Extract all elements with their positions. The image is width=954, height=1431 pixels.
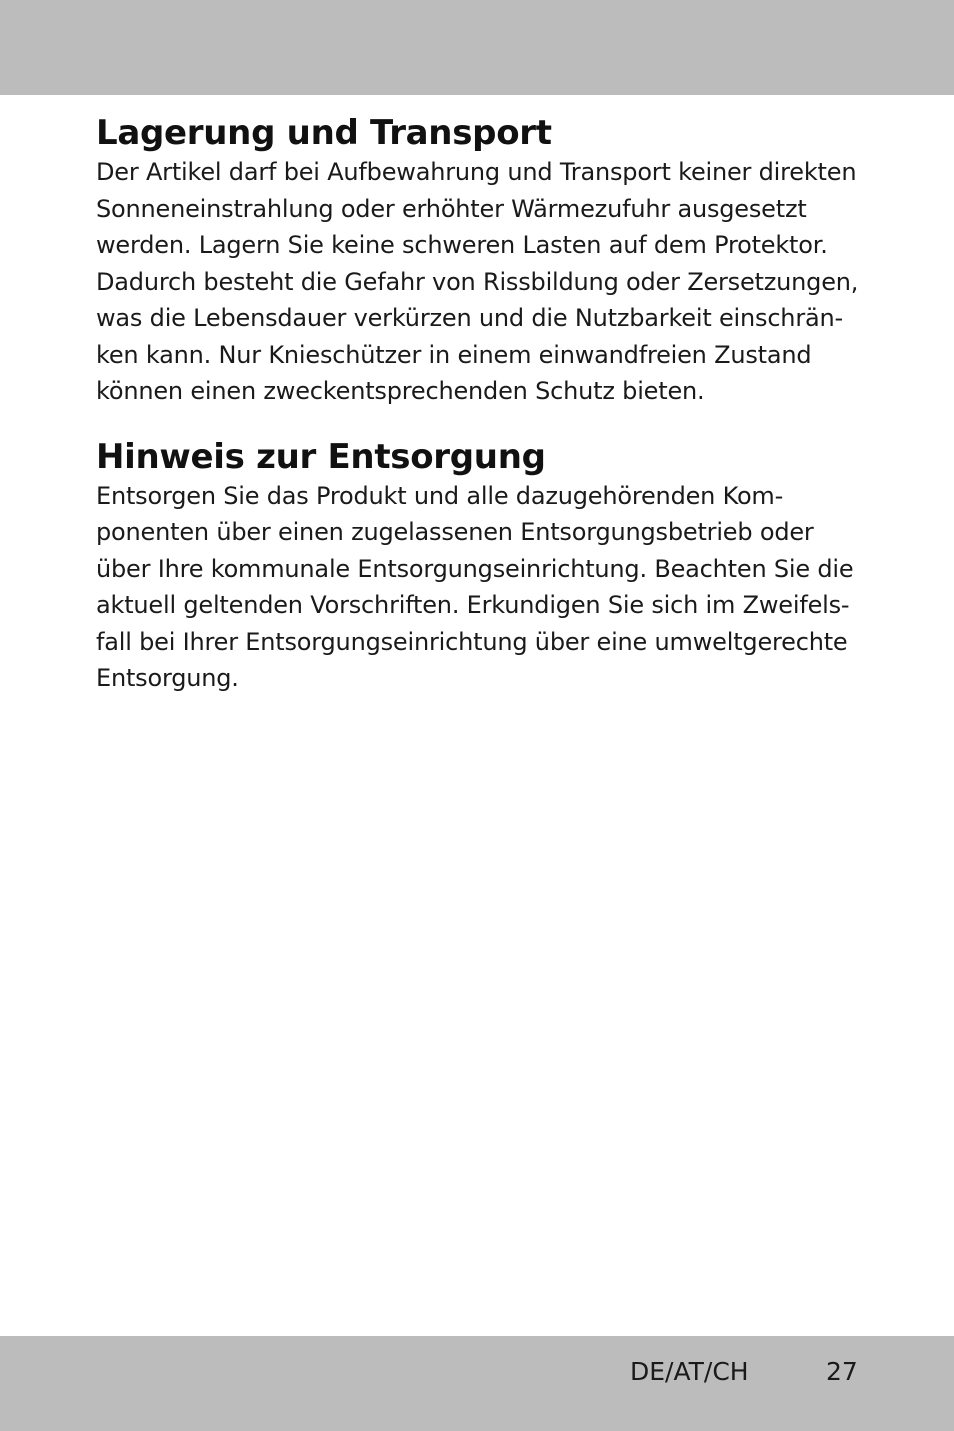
paragraph-line: aktuell geltenden Vorschriften. Erkundigen Sie sich im Zweifels- — [96, 591, 850, 619]
paragraph-line: Sonneneinstrahlung oder erhöhter Wärmezufuhr ausgesetzt — [96, 194, 807, 223]
section-heading: Hinweis zur Entsorgung — [96, 436, 546, 477]
footer-region-label: DE/AT/CH — [630, 1357, 749, 1386]
section-paragraph — [96, 478, 866, 697]
section-paragraph — [96, 154, 866, 410]
paragraph-line: werden. Lagern Sie keine schweren Lasten auf dem Protektor. — [96, 231, 828, 259]
section-disposal — [96, 436, 866, 697]
section-heading: Lagerung und Transport — [96, 113, 552, 153]
paragraph-line: ken kann. Nur Knieschützer in einem einwandfreien Zustand — [96, 340, 812, 369]
paragraph-line: Der Artikel darf bei Aufbewahrung und Transport keiner direkten — [96, 158, 857, 186]
section-storage-transport — [96, 112, 866, 410]
paragraph-line: ponenten über einen zugelassenen Entsorgungsbetrieb oder — [96, 518, 814, 546]
paragraph-line: was die Lebensdauer verkürzen und die Nutzbarkeit einschrän- — [96, 304, 843, 332]
paragraph-line: Entsorgen Sie das Produkt und alle dazugehörenden Kom- — [96, 481, 784, 510]
paragraph-line: fall bei Ihrer Entsorgungseinrichtung über eine umweltgerechte — [96, 627, 848, 656]
page-content — [96, 112, 866, 697]
page-number: 27 — [826, 1357, 858, 1386]
paragraph-line: über Ihre kommunale Entsorgungseinrichtung. Beachten Sie die — [96, 554, 854, 583]
footer-band — [0, 1336, 954, 1431]
paragraph-line: Dadurch besteht die Gefahr von Rissbildung oder Zersetzungen, — [96, 267, 859, 296]
paragraph-line: Entsorgung. — [96, 664, 239, 692]
header-band — [0, 0, 954, 95]
paragraph-line: können einen zweckentsprechenden Schutz bieten. — [96, 377, 705, 405]
